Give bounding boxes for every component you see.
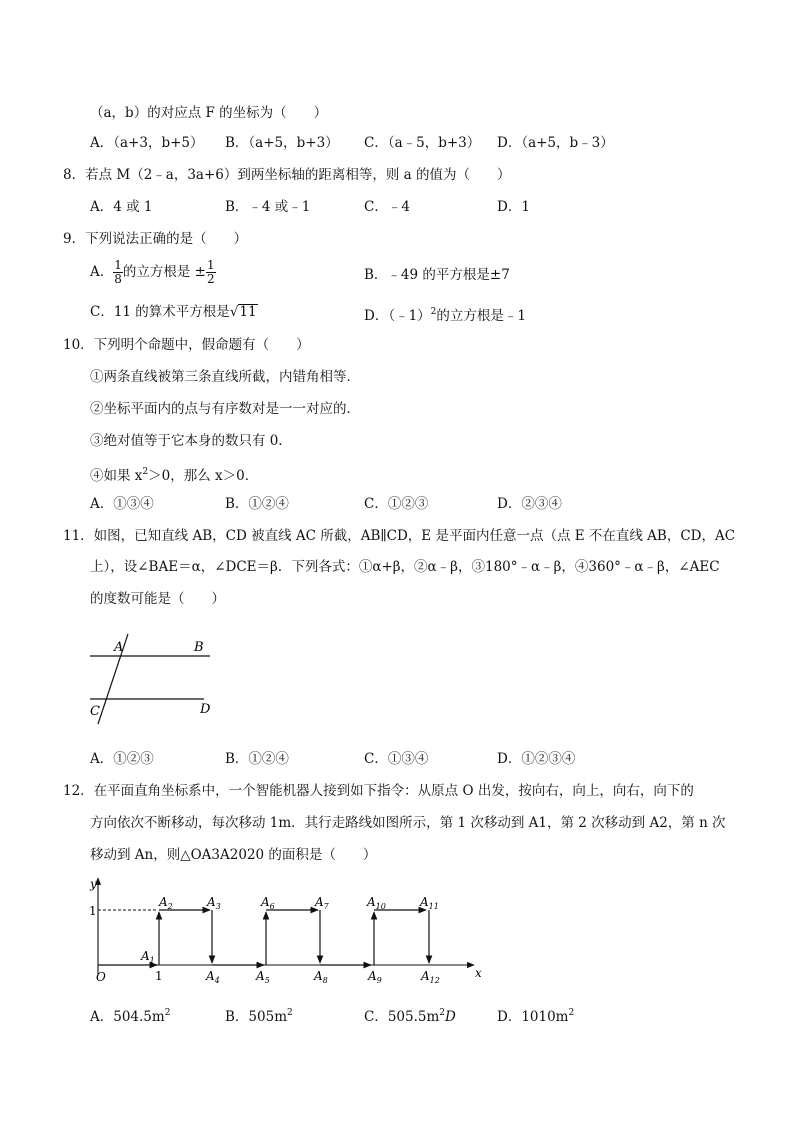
q12-option-c: [364, 1004, 456, 1026]
q12-robot-path-figure: [84, 874, 494, 986]
label-a11: $A_{11}$: [420, 895, 439, 911]
q12-option-b: [225, 1004, 293, 1026]
q11-stem-line-3: 的度数可能是（ ）: [90, 591, 225, 607]
x-tick-1: 1: [155, 969, 163, 983]
q9-option-c-radicand: 11: [239, 304, 257, 320]
denominator: 2: [207, 272, 215, 286]
q9-option-a-fraction-2: [206, 259, 216, 286]
label-a7: $A_7$: [315, 895, 329, 911]
numerator: 1: [114, 258, 122, 272]
q12-option-d-exponent: 2: [568, 1008, 575, 1018]
q12-stem-line-2: 方向依次不断移动，每次移动 1m．其行走路线如图所示，第 1 次移动到 A1，第 2 次移动到 A2，第 n 次: [90, 815, 726, 831]
q10-statement-2: ②坐标平面内的点与有序数对是一一对应的．: [90, 401, 360, 417]
label-a8: $A_8$: [314, 969, 328, 985]
q9-option-d: [364, 303, 526, 325]
q9-option-a-fraction: [113, 259, 123, 286]
q9-option-a: [90, 258, 216, 286]
q12-option-c-suffix: D: [445, 1009, 456, 1025]
q12-option-b-exponent: 2: [287, 1008, 293, 1018]
q12-option-d: [497, 1004, 574, 1026]
q10-option-d: D．②③④: [497, 496, 562, 512]
label-c: C: [90, 704, 100, 719]
q7-stem-continuation: （a，b）的对应点 F 的坐标为（ ）: [90, 105, 328, 121]
q12-option-a-value: A．504.5m: [90, 1009, 165, 1025]
q8-option-d: D．1: [497, 199, 530, 215]
q10-option-c: C．①②③: [364, 496, 429, 512]
q7-option-d: D．（a+5，b﹣3）: [497, 135, 614, 151]
q9-option-c: [90, 303, 258, 321]
q8-option-c: C．﹣4: [364, 199, 410, 215]
y-axis-label: y: [90, 877, 97, 891]
label-a12: $A_{12}$: [421, 969, 440, 985]
q12-option-a: [90, 1004, 170, 1026]
label-a10: $A_{10}$: [367, 895, 386, 911]
y-tick-1: 1: [89, 904, 97, 918]
q12-stem-line-3: 移动到 An，则△OA3A2020 的面积是（ ）: [90, 847, 377, 863]
q10-statement-4-exponent: 2: [142, 467, 149, 477]
q10-option-a: A．①③④: [90, 496, 154, 512]
q8-option-a: A．4 或 1: [90, 199, 153, 215]
label-a9: $A_9$: [368, 969, 382, 985]
q12-option-c-exponent: 2: [439, 1008, 446, 1018]
q11-option-c: C．①③④: [364, 751, 429, 767]
label-a1: $A_1$: [141, 949, 155, 965]
q12-stem-line-1: 12．在平面直角坐标系中，一个智能机器人接到如下指令：从原点 O 出发，按向右，向上，向右，向下的: [63, 783, 694, 799]
q11-parallel-lines-figure: [84, 632, 224, 732]
label-a3: $A_3$: [207, 895, 221, 911]
label-a4: $A_4$: [206, 969, 220, 985]
label-a5: $A_5$: [256, 969, 270, 985]
q10-statement-4-a: ④如果 x: [90, 468, 143, 484]
q9-option-a-mid: 的立方根是 ±: [122, 264, 206, 280]
label-a: A: [114, 640, 124, 655]
q12-option-c-value: C．505.5m: [364, 1009, 440, 1025]
q12-option-b-value: B．505m: [225, 1009, 287, 1025]
q10-statement-3: ③绝对值等于它本身的数只有 0．: [90, 433, 292, 449]
q7-option-b: B．（a+5，b+3）: [225, 135, 339, 151]
q7-option-c: C．（a﹣5，b+3）: [364, 135, 481, 151]
denominator: 8: [114, 272, 122, 286]
q11-stem-line-2: 上），设∠BAE＝α，∠DCE＝β．下列各式：①α+β，②α﹣β，③180°﹣α﹣β，④360°﹣α﹣β，∠AEC: [90, 559, 720, 575]
q9-option-a-prefix: A．: [90, 264, 114, 280]
q11-option-d: D．①②③④: [497, 751, 576, 767]
q12-option-d-value: D．1010m: [497, 1009, 569, 1025]
q10-option-b: B．①②④: [225, 496, 289, 512]
q9-option-d-prefix: D．（﹣1）: [364, 308, 431, 324]
label-a6: $A_6$: [261, 895, 275, 911]
q8-option-b: B．﹣4 或﹣1: [225, 199, 311, 215]
q9-option-d-suffix: 的立方根是﹣1: [436, 308, 526, 324]
q8-stem: 8．若点 M（2﹣a，3a+6）到两坐标轴的距离相等，则 a 的值为（ ）: [63, 167, 511, 183]
q10-statement-4-b: ＞0，那么 x＞0．: [148, 468, 259, 484]
q9-stem: 9．下列说法正确的是（ ）: [63, 231, 248, 247]
q10-statement-1: ①两条直线被第三条直线所截，内错角相等．: [90, 369, 360, 385]
q10-statement-4: [90, 463, 258, 485]
origin-label: O: [96, 970, 106, 984]
q9-option-d-exponent: 2: [430, 307, 437, 317]
label-a2: $A_2$: [159, 895, 173, 911]
numerator: 1: [207, 258, 215, 272]
sqrt-symbol: √: [229, 304, 239, 320]
line-ac: [98, 634, 128, 724]
q9-option-b: B．﹣49 的平方根是±7: [364, 267, 510, 283]
q10-stem: 10．下列明个命题中，假命题有（ ）: [63, 337, 310, 353]
label-b: B: [194, 640, 204, 655]
q11-option-a: A．①②③: [90, 751, 154, 767]
x-axis-label: x: [475, 966, 482, 980]
q11-option-b: B．①②④: [225, 751, 289, 767]
q9-option-c-prefix: C．11 的算术平方根是: [90, 304, 230, 320]
label-d: D: [200, 702, 211, 717]
q12-option-a-exponent: 2: [164, 1008, 171, 1018]
q7-option-a: A．（a+3，b+5）: [90, 135, 204, 151]
q11-stem-line-1: 11．如图，已知直线 AB，CD 被直线 AC 所截，AB∥CD，E 是平面内任意一点（点 E 不在直线 AB，CD，AC: [63, 528, 736, 544]
